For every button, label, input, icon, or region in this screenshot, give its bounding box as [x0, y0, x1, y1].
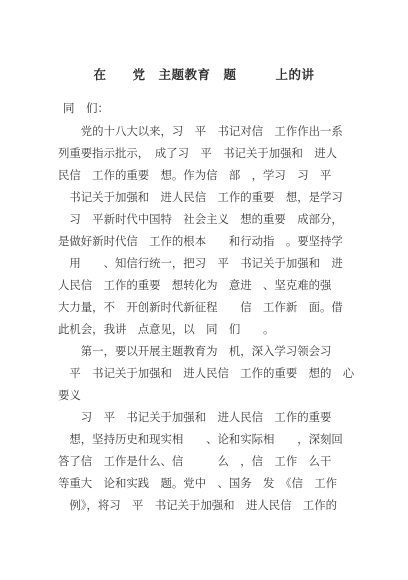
body-line: 想，坚持历史和现实相 、论和实际相 ，深刻回	[58, 432, 343, 446]
body-line: 用 、知信行统一，把习 平 书记关于加强和 进	[58, 256, 343, 270]
body-line: 书记关于加强和 进人民信 工作的重要 想，是学习	[58, 190, 343, 204]
body-line: 民信 工作的重要 想。作为信 部 ，学习 习 平	[58, 168, 332, 182]
body-line: 此机会，我讲 点意见，以 同 们 。	[58, 322, 275, 336]
salutation: 同 们：	[63, 101, 109, 115]
body-line: 答了信 工作是什么、信 么 ，信 工作 么干	[58, 454, 332, 468]
body-line: 是做好新时代信 工作的根本 和行动指 。要坚持学	[58, 234, 343, 248]
body-line: 第一，要以开展主题教育为 机，深入学习领会习	[58, 344, 332, 358]
body-line: 习 平 书记关于加强和 进人民信 工作的重要	[58, 410, 332, 424]
body-line: 人民信 工作的重要 想转化为 意进 、坚克难的强	[58, 278, 332, 292]
body-line: 列重要指示批示， 成了习 平 书记关于加强和 进人	[58, 146, 338, 160]
body-line: 要义	[58, 388, 81, 402]
document-title: 在 党 主题教育 题 上的讲	[93, 67, 315, 82]
body-line: 党的十八大以来，习 平 书记对信 工作作出一系	[58, 124, 343, 138]
body-line: 例》，将习 平 书记关于加强和 进人民信 工作的	[58, 498, 338, 512]
body-line: 平 书记关于加强和 进人民信 工作的重要 想的 心	[58, 366, 355, 380]
body-line: 等重大 论和实践 题。党中 、国务 发 《信 工作	[58, 476, 338, 490]
body-line: 大力量，不 开创新时代新征程 信 工作新 面。借	[58, 300, 343, 314]
body-line: 习 平新时代中国特 社会主义 想的重要 成部分，	[58, 212, 343, 226]
